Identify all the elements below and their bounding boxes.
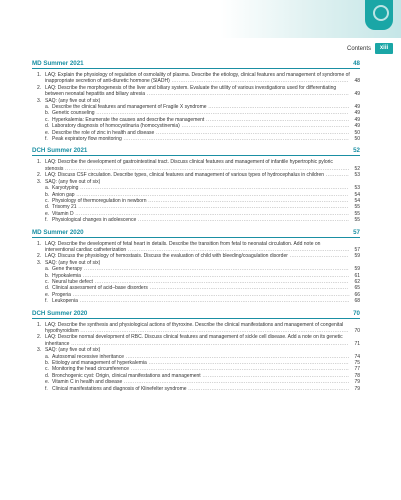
section-heading[interactable] [32,229,360,238]
toc-section [32,147,360,223]
entry-page-number: 68 [354,298,360,305]
entry-page-number: 50 [354,136,360,143]
section-title: DCH Summer 2021 [32,147,88,155]
entry-text: Physiological changes in adolescence [52,217,137,224]
entry-number: e. [45,291,50,298]
entry-page-number: 66 [354,291,360,298]
section-title: DCH Summer 2020 [32,309,88,317]
toc-entry[interactable] [32,241,360,254]
entry-number: e. [45,129,50,136]
section-title: MD Summer 2020 [32,228,84,236]
entry-page-number: 59 [354,266,360,273]
entry-page-number: 75 [354,360,360,367]
leader-dots: .................................................................................. [200,372,350,379]
entry-number: b. [45,272,50,279]
entry-page-number: 50 [354,129,360,136]
entry-number: 3. [37,347,42,354]
entry-number: d. [45,204,50,211]
entry-page-number: 49 [354,110,360,117]
toc-entry[interactable] [32,334,360,347]
entry-text: Monitoring the head circumference [52,366,129,373]
entry-page-number: 49 [354,123,360,130]
leader-dots: ...................................................................................................................................................... [78,185,349,192]
entry-page-number: 62 [354,278,360,285]
entry-page-number: 49 [354,116,360,123]
entry-page-number: 49 [354,104,360,111]
entry-text: Bronchogenic cyst: Origin, clinical manifestations and management [52,372,201,379]
entry-number: e. [45,210,50,217]
entry-text: Vitamin C in health and disease [52,379,123,386]
page-corner-band [0,0,401,38]
section-heading[interactable] [32,60,360,69]
entry-text: Trisomy 21 [52,204,77,211]
toc-entry[interactable] [32,85,360,98]
entry-text: LAQ: Describe the development of fetal heart in details. Describe the transition from fetal to neonatal circulation. Add note on interventional cardiac catheterization [45,240,321,253]
entry-page-number: 55 [354,210,360,217]
leader-dots: ................................................................................................................ [146,360,349,367]
entry-number: c. [45,278,49,285]
entry-page-number: 59 [354,253,360,260]
entry-text: Clinical manifestations and diagnosis of Klinefelter syndrome [52,385,187,392]
leader-dots: ....................................................................................................................................................... [76,204,349,211]
leader-dots: ................................................................................................... [169,78,349,85]
leader-dots: ........................................................................................................................................................ [74,191,349,198]
entry-number: 1. [37,159,42,166]
toc-section [32,229,360,305]
entry-page-number: 70 [354,328,360,334]
section-page-number: 48 [353,60,360,67]
entry-page-number: 55 [354,204,360,211]
leader-dots: ................................................................................................................ [146,197,349,204]
toc-subentry[interactable] [32,136,360,142]
leader-dots: ........................................................................................................................................................... [69,340,349,347]
entry-number: f. [45,136,48,143]
entry-number: a. [45,104,50,111]
leader-dots: ............. [324,172,350,179]
entry-text: SAQ: (any five out of six) [45,97,101,104]
entry-page-number: 52 [354,165,360,172]
entry-text: Describe the role of zinc in health and disease [52,129,155,136]
entry-number: 1. [37,321,42,328]
leader-dots: ............................................................................................................................. [123,353,350,360]
leader-dots: ................................................................................................................. [145,91,350,98]
entry-text: Anion gap [52,191,75,198]
section-heading[interactable] [32,310,360,319]
entry-number: e. [45,379,50,386]
toc-entry[interactable] [32,72,360,85]
entry-number: f. [45,385,48,392]
leader-dots: .............................................................................................................................. [121,136,349,143]
entry-page-number: 49 [354,91,360,98]
entry-number: 2. [37,84,42,91]
leader-dots: .............................................................................................................................. [122,379,350,386]
section-title: MD Summer 2021 [32,60,84,67]
toc-section [32,310,360,392]
entry-text: Vitamin D [52,210,74,217]
entry-text: Leukopenia [52,298,78,305]
entry-number: 3. [37,97,42,104]
entry-number: c. [45,366,49,373]
entry-number: d. [45,372,50,379]
entry-text: SAQ: (any five out of six) [45,259,101,266]
entry-text: Laboratory diagnosis of homocystinuria (homocystinemia) [52,123,180,130]
leader-dots: ............................................................................... [206,104,350,111]
entry-text: Gene therapy [52,266,83,273]
entry-page-number: 57 [354,246,360,253]
entry-number: 2. [37,334,42,341]
toc-entry[interactable] [32,159,360,172]
leader-dots: ............................................................................................................ [154,129,350,136]
entry-page-number: 54 [354,197,360,204]
book-corner-logo [365,0,393,30]
entry-text: LAQ: Describe the morphogenesis of the liver and biliary system. Evaluate the utility of various investigations used for differentiating between neonatal hepatitis and biliary atresia [45,84,337,98]
running-header: Contents [346,46,371,52]
entry-number: 1. [37,72,42,78]
entry-number: c. [45,197,49,204]
entry-page-number: 53 [354,172,360,179]
entry-number: b. [45,360,50,367]
entry-text: Hypokalemia [52,272,81,279]
leader-dots: ................................. [287,253,349,260]
leader-dots: .......................................................................................................................... [129,366,350,373]
entry-text: Clinical assessment of acid–base disorders [52,285,148,292]
leader-dots: ............................................................................................................................ [126,246,350,253]
entry-text: LAQ: Discuss the physiology of hemostasis. Discuss the evaluation of child with bleeding/coagulation disorder [45,253,288,260]
entry-text: Etiology and management of hyperkalemia [52,360,147,367]
entry-page-number: 79 [354,385,360,392]
entry-text: Karyotyping [52,185,79,192]
toc-subentry[interactable] [32,386,360,392]
toc-subentry[interactable] [32,217,360,223]
entry-text: SAQ: (any five out of six) [45,178,101,185]
entry-text: Genetic counseling [52,110,95,117]
entry-page-number: 71 [354,340,360,347]
entry-number: 1. [37,240,42,247]
entry-number: a. [45,185,50,192]
entry-page-number: 48 [354,78,360,85]
entry-page-number: 65 [354,285,360,292]
leader-dots: ......................................................................................................................................................... [73,210,350,217]
entry-page-number: 54 [354,191,360,198]
entry-number: 2. [37,172,42,179]
entry-number: b. [45,191,50,198]
leader-dots: ............................................................................................................... [147,285,349,292]
section-page-number: 57 [353,228,360,236]
entry-number: d. [45,123,50,130]
entry-text: LAQ: Describe the synthesis and physiological actions of thyroxine. Describe the clinical manifestations and management of congenital hypothyroidism [45,321,344,334]
entry-text: Describe the clinical features and management of Fragile X syndrome [52,104,207,111]
leader-dots: ...................................................................................................................... [136,217,350,224]
entry-number: f. [45,217,48,224]
table-of-contents [32,60,360,397]
entry-number: 3. [37,178,42,185]
entry-text: SAQ: (any five out of six) [45,347,101,354]
leader-dots: .............................................................................................................................................. [92,278,349,285]
entry-page-number: 53 [354,185,360,192]
leader-dots: .............................................................................................. [179,123,350,130]
entry-number: 2. [37,253,42,260]
entry-text: Peak expiratory flow monitoring [52,136,122,143]
entry-text: LAQ: Describe the development of gastrointestinal tract. Discuss clinical features and management of infantile hypertrophic pyloric stenosis [45,159,333,172]
entry-text: LAQ: Describe normal development of RBC. Discuss clinical features and management of sickle cell disease. Add a note on its genetic inheritance [45,334,343,347]
entry-number: f. [45,298,48,305]
entry-page-number: 61 [354,272,360,279]
toc-entry[interactable] [32,322,360,335]
leader-dots: ....................................................................................................................................................... [77,298,350,305]
entry-page-number: 74 [354,353,360,360]
toc-subentry[interactable] [32,298,360,304]
entry-page-number: 79 [354,379,360,386]
entry-text: LAQ: Discuss CSF circulation. Describe types, clinical features and management of various types of hydrocephalus in children [45,172,325,179]
toc-section [32,60,360,142]
leader-dots: ........................................................................................................................................................... [70,291,351,298]
entry-number: 3. [37,259,42,266]
entry-page-number: 77 [354,366,360,373]
entry-number: d. [45,285,50,292]
entry-text: Hyperkalemia: Enumerate the causes and describe the management [52,116,205,123]
entry-page-number: 78 [354,372,360,379]
entry-text: Neural tube defect [52,278,93,285]
leader-dots: ..................................................................................................................................................... [80,272,350,279]
entry-text: LAQ: Explain the physiology of regulation of osmolality of plasma. Describe the etiology, clinical features and management of syndrome of inappropriate secretion of anti-diuretic hormone (SIADH) [45,72,350,85]
entry-text: Autosomal recessive inheritance [52,353,124,360]
section-heading[interactable] [32,147,360,156]
entry-text: Physiology of thermoregulation in newborn [52,197,147,204]
header-page-number: xiii [375,43,393,54]
leader-dots: .................................................................................................................................................... [82,266,349,273]
section-page-number: 52 [353,147,360,155]
leader-dots: ...................................................................................................................................................... [78,328,349,334]
entry-number: b. [45,110,50,117]
entry-number: a. [45,353,50,360]
entry-page-number: 55 [354,217,360,224]
entry-number: a. [45,266,50,273]
leader-dots: ............................................................................................................................................. [94,110,349,117]
leader-dots: .......................................................................................... [186,385,350,392]
leader-dots: ............................................................................................................................................................... [63,165,350,172]
leader-dots: ................................................................................ [204,116,350,123]
entry-text: Progeria [52,291,71,298]
section-page-number: 70 [353,309,360,317]
entry-number: c. [45,116,49,123]
